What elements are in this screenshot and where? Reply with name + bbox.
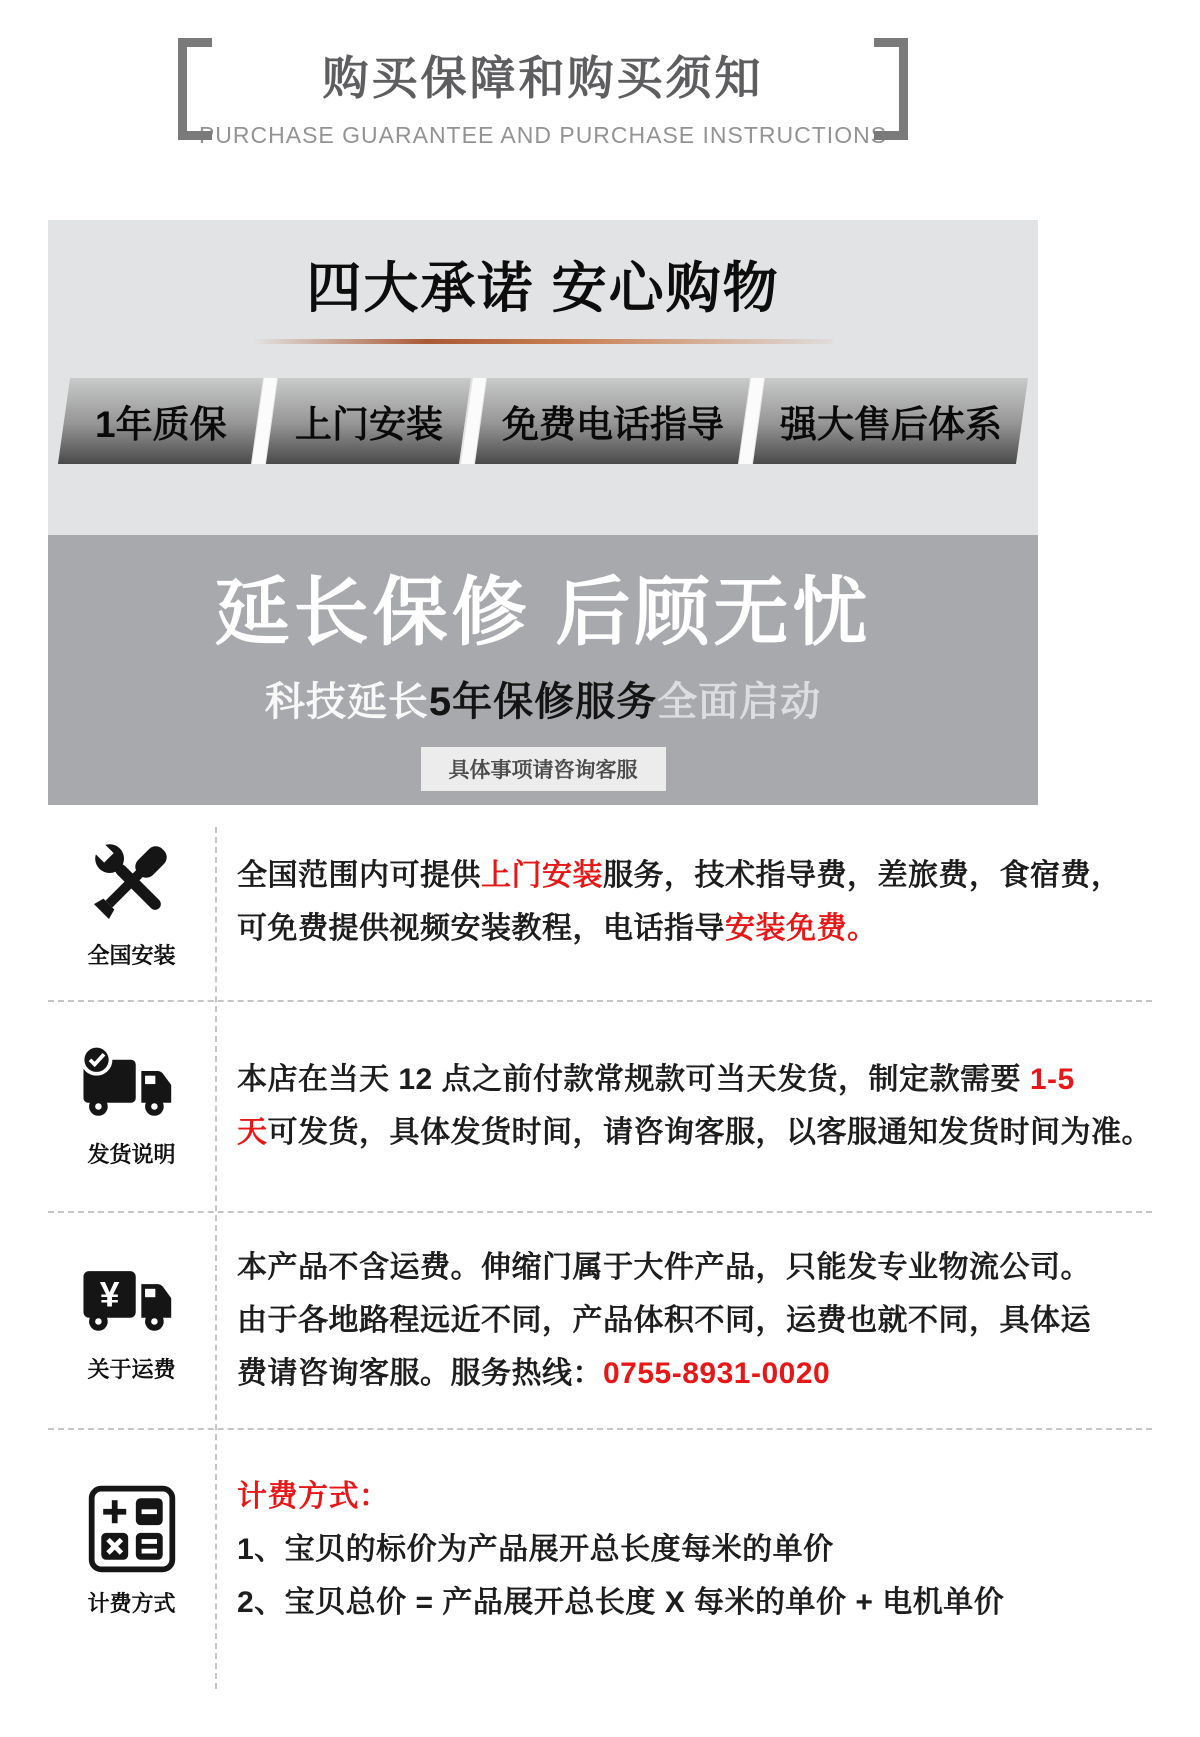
icon-column: [48, 833, 215, 970]
promise-item-label: 强大售后体系: [779, 404, 1002, 445]
delivery-truck-icon: [76, 1042, 188, 1128]
promise-item-label: 免费电话指导: [501, 404, 724, 445]
page-subtitle: PURCHASE GUARANTEE AND PURCHASE INSTRUCTIONS: [198, 122, 888, 148]
calculator-icon: [84, 1481, 180, 1577]
text-line: 天可发货，具体发货时间，请咨询客服，以客服通知发货时间为准。: [237, 1115, 1152, 1149]
promise-title: 四大承诺 安心购物: [306, 257, 780, 319]
text-line: 由于各地路程远近不同，产品体积不同，运费也就不同，具体运: [237, 1304, 1091, 1337]
left-bracket-icon: [178, 38, 212, 140]
text-line: 2、宝贝总价 = 产品展开总长度 X 每米的单价 + 电机单价: [237, 1586, 1005, 1619]
text-line: 费请咨询客服。服务热线：0755-8931-0020: [237, 1357, 831, 1390]
row-text: [215, 1470, 1004, 1629]
warranty-subtitle: 科技延长5年保修服务全面启动: [264, 680, 822, 724]
warranty-title: 延长保修 后顾无忧: [214, 570, 872, 654]
row-label: 全国安装: [87, 943, 176, 968]
text-line: 1、宝贝的标价为产品展开总长度每米的单价: [237, 1533, 834, 1566]
page-header: [48, 0, 1038, 220]
row-label: 发货说明: [87, 1142, 176, 1167]
icon-column: [48, 1042, 215, 1169]
icon-column: [48, 1470, 215, 1629]
promise-item-aftersales: [753, 378, 1028, 464]
row-pricing-method: [48, 1430, 1152, 1719]
consult-service-button[interactable]: 具体事项请咨询客服: [421, 747, 666, 791]
row-nationwide-install: [48, 805, 1152, 1002]
info-rows: [48, 805, 1152, 1719]
row-label: 计费方式: [87, 1591, 176, 1616]
row-text: [215, 833, 1122, 970]
text-line: 本产品不含运费。伸缩门属于大件产品，只能发专业物流公司。: [237, 1251, 1091, 1284]
text-line: 可免费提供视频安装教程，电话指导安装免费。: [237, 911, 878, 945]
row-label: 关于运费: [87, 1357, 176, 1382]
text-line: 全国范围内可提供上门安装服务，技术指导费，差旅费，食宿费，: [237, 858, 1122, 892]
warranty-banner: [48, 535, 1038, 805]
tools-icon: [84, 833, 180, 929]
freight-truck-icon: [76, 1257, 188, 1343]
text-line: 计费方式：: [237, 1480, 390, 1513]
promise-items: [64, 378, 1022, 464]
row-shipping-notes: [48, 1002, 1152, 1213]
text-line: 本店在当天 12 点之前付款常规款可当天发货，制定款需要 1-5: [237, 1062, 1075, 1096]
svg-text:¥: ¥: [99, 1274, 119, 1315]
orange-underline: [253, 339, 833, 344]
page-title: 购买保障和购买须知: [322, 52, 764, 104]
row-about-freight: [48, 1213, 1152, 1430]
promise-banner: [48, 220, 1038, 535]
row-text: [215, 1042, 1152, 1169]
icon-column: [48, 1241, 215, 1400]
promise-item-install: [266, 378, 472, 464]
row-text: [215, 1241, 1091, 1400]
promise-item-label: 上门安装: [295, 404, 444, 445]
right-bracket-icon: [874, 38, 908, 140]
promise-item-warranty: [58, 378, 264, 464]
promise-item-phone-guidance: [475, 378, 750, 464]
promise-item-label: 1年质保: [94, 404, 227, 445]
